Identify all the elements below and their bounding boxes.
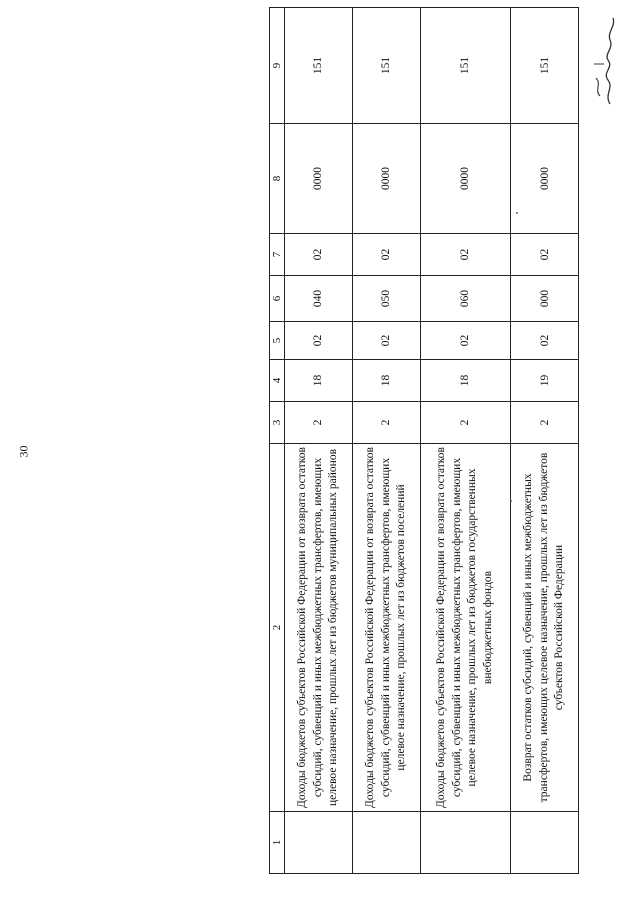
header-cell: 7 bbox=[270, 234, 285, 276]
code-cell: 2 bbox=[511, 402, 579, 444]
document-sheet bbox=[269, 8, 579, 874]
code-cell: 2 bbox=[352, 402, 420, 444]
header-cell: 5 bbox=[270, 322, 285, 360]
code-cell: 02 bbox=[511, 234, 579, 276]
header-cell: 2 bbox=[270, 444, 285, 812]
table-row bbox=[420, 8, 510, 874]
header-cell: 4 bbox=[270, 360, 285, 402]
code-cell: 02 bbox=[352, 234, 420, 276]
row-number-cell bbox=[352, 812, 420, 874]
code-cell: 02 bbox=[285, 322, 353, 360]
code-cell: 060 bbox=[420, 276, 510, 322]
code-cell: 151 bbox=[420, 8, 510, 124]
code-cell: 0000 bbox=[352, 124, 420, 234]
code-cell: 02 bbox=[511, 322, 579, 360]
scan-speck bbox=[516, 212, 518, 214]
code-cell: 18 bbox=[285, 360, 353, 402]
row-number-cell bbox=[511, 812, 579, 874]
scan-speck bbox=[510, 500, 512, 502]
table-row bbox=[285, 8, 353, 874]
code-cell: 000 bbox=[511, 276, 579, 322]
code-cell: 02 bbox=[285, 234, 353, 276]
row-number-cell bbox=[285, 812, 353, 874]
row-number-cell bbox=[420, 812, 510, 874]
handwritten-signature bbox=[580, 14, 625, 109]
code-cell: 02 bbox=[352, 322, 420, 360]
table-row bbox=[352, 8, 420, 874]
header-cell: 9 bbox=[270, 8, 285, 124]
code-cell: 151 bbox=[511, 8, 579, 124]
code-cell: 151 bbox=[285, 8, 353, 124]
code-cell: 0000 bbox=[285, 124, 353, 234]
code-cell: 18 bbox=[420, 360, 510, 402]
header-cell: 8 bbox=[270, 124, 285, 234]
header-cell: 1 bbox=[270, 812, 285, 874]
code-cell: 050 bbox=[352, 276, 420, 322]
code-cell: 0000 bbox=[420, 124, 510, 234]
page-number: 30 bbox=[16, 445, 31, 458]
description-cell: Доходы бюджетов субъектов Российской Федерации от возврата остатков субсидий, субвенций и иных межбюджетных трансфертов, имеющих целевое назначение, прошлых лет из бюджетов поселений bbox=[352, 444, 420, 812]
header-cell: 6 bbox=[270, 276, 285, 322]
code-cell: 040 bbox=[285, 276, 353, 322]
description-cell: Доходы бюджетов субъектов Российской Федерации от возврата остатков субсидий, субвенций и иных межбюджетных трансфертов, имеющих целевое назначение, прошлых лет из бюджетов государственных внебюджетных фондов bbox=[420, 444, 510, 812]
budget-codes-table bbox=[269, 7, 579, 874]
code-cell: 151 bbox=[352, 8, 420, 124]
code-cell: 02 bbox=[420, 322, 510, 360]
code-cell: 19 bbox=[511, 360, 579, 402]
code-cell: 2 bbox=[420, 402, 510, 444]
code-cell: 02 bbox=[420, 234, 510, 276]
description-cell: Доходы бюджетов субъектов Российской Федерации от возврата остатков субсидий, субвенций и иных межбюджетных трансфертов, имеющих целевое назначение, прошлых лет из бюджетов муниципальных районов bbox=[285, 444, 353, 812]
table-row bbox=[511, 8, 579, 874]
code-cell: 2 bbox=[285, 402, 353, 444]
header-cell: 3 bbox=[270, 402, 285, 444]
description-cell: Возврат остатков субсидий, субвенций и иных межбюджетных трансфертов, имеющих целевое назначение, прошлых лет из бюджетов субъектов Российской Федерации bbox=[511, 444, 579, 812]
code-cell: 0000 bbox=[511, 124, 579, 234]
code-cell: 18 bbox=[352, 360, 420, 402]
header-row bbox=[270, 8, 285, 874]
